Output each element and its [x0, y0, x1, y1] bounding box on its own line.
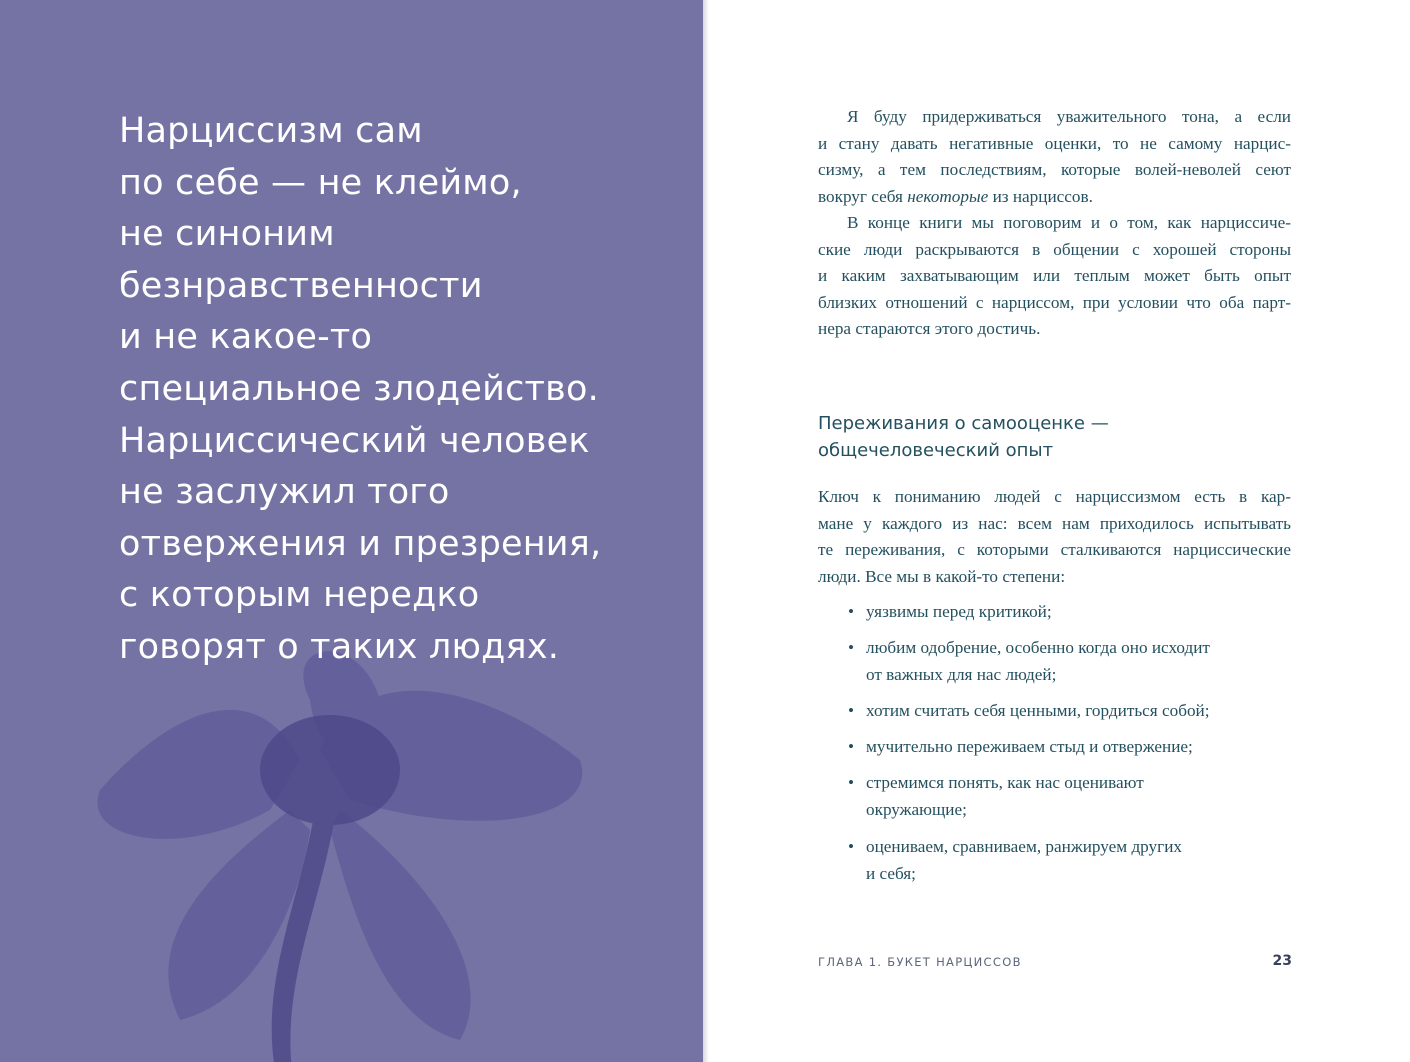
quote-line: не заслужил того — [119, 472, 450, 513]
bullet-text: оцениваем, сравниваем, ранжируем других — [866, 837, 1182, 856]
text-line: нера стараются этого достичь. — [818, 319, 1041, 338]
bullet-item: • уязвимы перед критикой; — [848, 599, 1052, 626]
quote-line: Нарциссический человек — [119, 420, 590, 461]
paragraph-2 — [818, 210, 1291, 343]
quote-line: специальное злодейство. — [119, 368, 599, 409]
pull-quote — [119, 106, 601, 674]
heading-line: общечеловеческий опыт — [818, 440, 1054, 461]
quote-line: и не какое-то — [119, 317, 373, 358]
bullet-item: • оцениваем, сравниваем, ранжируем других и себя; — [848, 834, 1182, 887]
quote-line: говорят о таких людях. — [119, 626, 560, 667]
text-line: Я буду придерживаться уважительного тона, а если — [847, 107, 1291, 126]
bullet-text: любим одобрение, особенно когда оно исходит — [866, 638, 1210, 657]
text-line: В конце книги мы поговорим и о том, как нарциссиче- — [847, 213, 1291, 232]
text-line: ские люди раскрываются в общении с хорошей стороны — [818, 239, 1291, 259]
bullet-item: • стремимся понять, как нас оценивают окружающие; — [848, 770, 1144, 823]
left-page — [0, 0, 703, 1062]
text-line: и стану давать негативные оценки, то не самому нарцис- — [818, 133, 1291, 153]
bullet-text: хотим считать себя ценными, гордиться собой; — [866, 701, 1210, 720]
text-line: сизму, а тем последствиям, которые волей-неволей сеют — [818, 160, 1291, 179]
quote-line: отвержения и презрения, — [119, 523, 602, 564]
bullet-text: окружающие; — [866, 799, 967, 819]
paragraph-1 — [818, 104, 1291, 210]
bullet-text: стремимся понять, как нас оценивают — [866, 773, 1144, 792]
text: из нарциссов. — [988, 186, 1093, 206]
quote-line: Нарциссизм сам — [119, 111, 423, 151]
bullet-text: от важных для нас людей; — [866, 664, 1057, 684]
bullet-item: • мучительно переживаем стыд и отвержение; — [848, 734, 1193, 761]
page-number: 23 — [1272, 953, 1292, 969]
bullet-item: • любим одобрение, особенно когда оно исходит от важных для нас людей; — [848, 635, 1210, 688]
paragraph-3 — [818, 484, 1291, 590]
quote-line: с которым нередко — [119, 575, 480, 616]
heading-line: Переживания о самооценке — — [818, 413, 1109, 434]
flower-illustration — [60, 640, 620, 1062]
text-line: люди. Все мы в какой-то степени: — [818, 566, 1066, 586]
text-line: мане у каждого из нас: всем нам приходилось испытывать — [818, 513, 1291, 533]
text-line — [818, 184, 1291, 211]
bullet-text: уязвимы перед критикой; — [866, 602, 1052, 621]
quote-line: по себе — не клеймо, — [119, 162, 522, 203]
section-heading — [818, 410, 1109, 464]
quote-line: безнравственности — [119, 265, 483, 306]
bullet-item: • хотим считать себя ценными, гордиться собой; — [848, 698, 1210, 725]
text-line: те переживания, с которыми сталкиваются нарциссические — [818, 540, 1291, 559]
italic-text: некоторые — [907, 186, 989, 206]
bullet-text: мучительно переживаем стыд и отвержение; — [866, 737, 1193, 756]
text-line: близких отношений с нарциссом, при условии что оба парт- — [818, 292, 1291, 312]
bullet-text: и себя; — [866, 863, 916, 883]
text-line: и каким захватывающим или теплым может быть опыт — [818, 266, 1291, 285]
text: вокруг себя — [818, 186, 908, 206]
book-gutter — [703, 0, 709, 1062]
quote-line: не синоним — [119, 214, 335, 255]
running-footer-chapter: ГЛАВА 1. БУКЕТ НАРЦИССОВ — [818, 955, 1022, 969]
text-line: Ключ к пониманию людей с нарциссизмом есть в кар- — [818, 487, 1291, 506]
